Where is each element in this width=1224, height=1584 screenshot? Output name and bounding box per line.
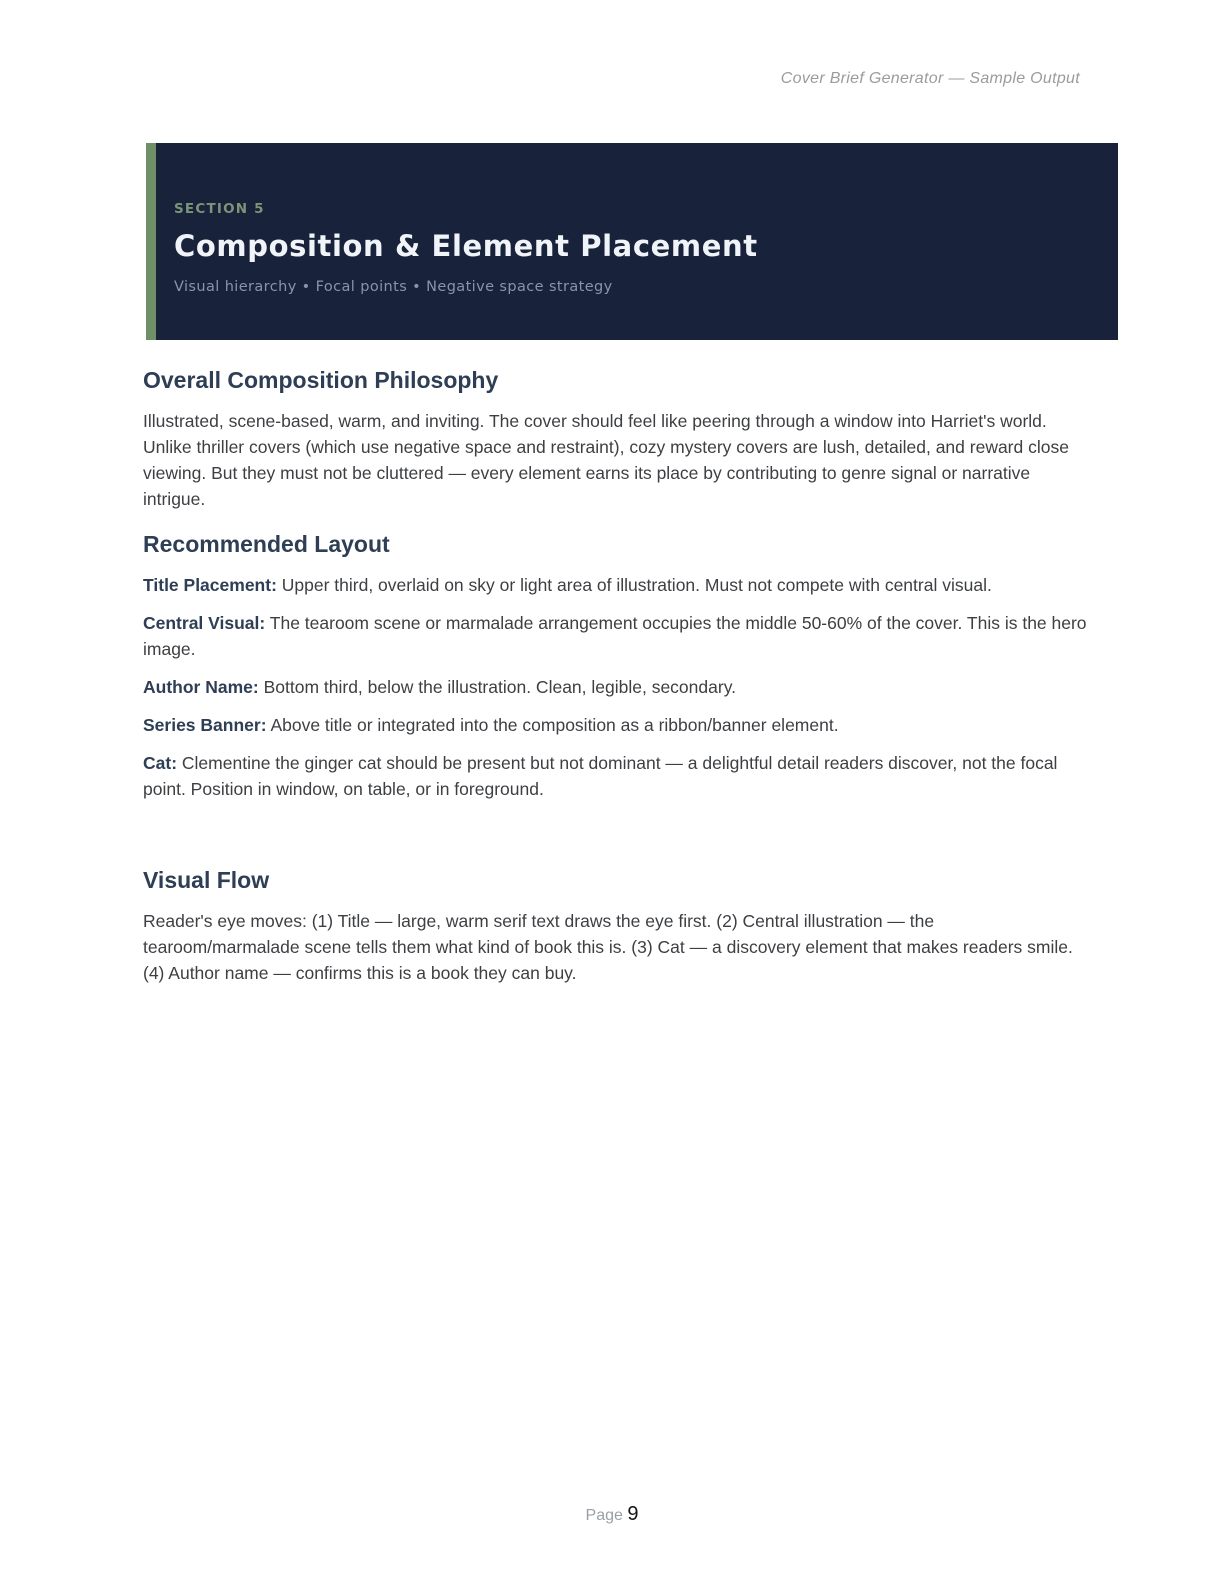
section-banner-content [156,143,1118,295]
paragraph-text: Upper third, overlaid on sky or light area of illustration. Must not compete with central visual. [281,575,992,595]
paragraph-text: Above title or integrated into the composition as a ribbon/banner element. [270,715,839,735]
paragraph-author-name [143,674,1087,700]
page-footer-number: 9 [627,1503,639,1525]
paragraph-cat [143,750,1087,802]
paragraph-label: Title Placement: [143,575,277,595]
section-subtitle: Visual hierarchy • Focal points • Negative space strategy [174,278,613,295]
paragraph-series-banner [143,712,1087,738]
section-overall-composition-philosophy [143,368,1087,512]
section-eyebrow: SECTION 5 [174,201,265,217]
paragraph-label: Cat: [143,753,178,773]
paragraph-text: Bottom third, below the illustration. Clean, legible, secondary. [263,677,737,697]
page-footer [0,1503,1224,1526]
heading-visual-flow: Visual Flow [143,867,270,893]
paragraph-text: The tearoom scene or marmalade arrangement occupies the middle 50-60% of the cover. This is the hero image. [143,613,1087,659]
running-header [781,70,1080,88]
page-footer-label: Page [585,1507,623,1524]
section-recommended-layout [143,532,1087,802]
paragraph [143,908,1087,986]
paragraph-title-placement [143,572,1087,598]
paragraph [143,408,1087,512]
paragraph-label: Central Visual: [143,613,266,633]
paragraph-text: Illustrated, scene-based, warm, and inviting. The cover should feel like peering through a window into Harriet's world. Unlike thriller covers (which use negative space and restraint), cozy mystery covers are lush, detailed, and reward close viewing. But they must not be cluttered — every element earns its place by contributing to genre signal or narrative intrigue. [143,411,1069,509]
heading-overall-composition-philosophy: Overall Composition Philosophy [143,367,499,393]
paragraph-label: Series Banner: [143,715,267,735]
paragraph-label: Author Name: [143,677,259,697]
paragraph-text: Reader's eye moves: (1) Title — large, warm serif text draws the eye first. (2) Central illustration — the tearoom/marmalade scene tells them what kind of book this is. (3) Cat — a discovery element that makes readers smile. (4) Author name — confirms this is a book they can buy. [143,911,1073,983]
page-body [143,340,1087,998]
section-banner [146,143,1118,340]
section-visual-flow [143,868,1087,986]
section-title: Composition & Element Placement [174,229,758,263]
running-header-title: Cover Brief Generator — Sample Output [780,70,1080,87]
paragraph-text: Clementine the ginger cat should be present but not dominant — a delightful detail readers discover, not the focal point. Position in window, on table, or in foreground. [143,753,1058,799]
paragraph-central-visual [143,610,1087,662]
heading-recommended-layout: Recommended Layout [143,531,390,557]
